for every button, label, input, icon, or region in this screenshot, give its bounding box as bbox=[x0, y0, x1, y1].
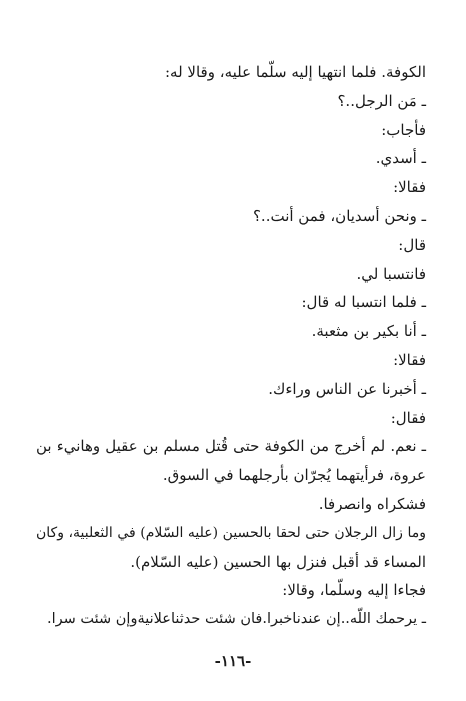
text-line: ـ أسدي. bbox=[375, 149, 426, 168]
text-line: قال: bbox=[398, 235, 426, 254]
text-line: فشكراه وانصرفا. bbox=[318, 494, 426, 513]
text-line: وما زال الرجلان حتى لحقا بالحسين (عليه السّلام) في الثعلبية، وكان bbox=[36, 524, 426, 541]
text-line: عروة، فرأيتهما يُجرّان بأرجلهما في السوق. bbox=[162, 466, 426, 485]
text-line: فقالا: bbox=[393, 350, 426, 369]
text-line: فقالا: bbox=[393, 178, 426, 197]
text-line: ـ مَن الرجل..؟ bbox=[337, 91, 426, 110]
text-line: فانتسبا لي. bbox=[356, 264, 426, 283]
text-line: الكوفة. فلما انتهيا إليه سلّما عليه، وقالا له: bbox=[165, 63, 426, 81]
text-line: فأجاب: bbox=[381, 120, 426, 139]
page-number: -١١٦- bbox=[214, 652, 252, 670]
text-line: فقال: bbox=[390, 408, 426, 427]
text-line: ـ ونحن أسديان، فمن أنت..؟ bbox=[252, 206, 426, 225]
text-line: ـ نعم. لم أخرج من الكوفة حتى قُتل مسلم بن عقيل وهانيء بن bbox=[36, 437, 426, 456]
text-line: ـ أنا بكير بن مثعبة. bbox=[311, 322, 426, 341]
text-line: ـ فلما انتسبا له قال: bbox=[301, 293, 426, 312]
text-line: ـ أخبرنا عن الناس وراءك. bbox=[268, 379, 426, 398]
text-line: المساء قد أقبل فنزل بها الحسين (عليه السّلام). bbox=[130, 552, 426, 571]
text-line: ـ يرحمك اللّه..إن عندناخبرا.فان شئت حدثناعلانيةوإن شئت سرا. bbox=[47, 611, 426, 628]
text-line: فجاءا إليه وسلّما، وقالا: bbox=[282, 581, 426, 600]
page-body-text bbox=[36, 58, 426, 634]
